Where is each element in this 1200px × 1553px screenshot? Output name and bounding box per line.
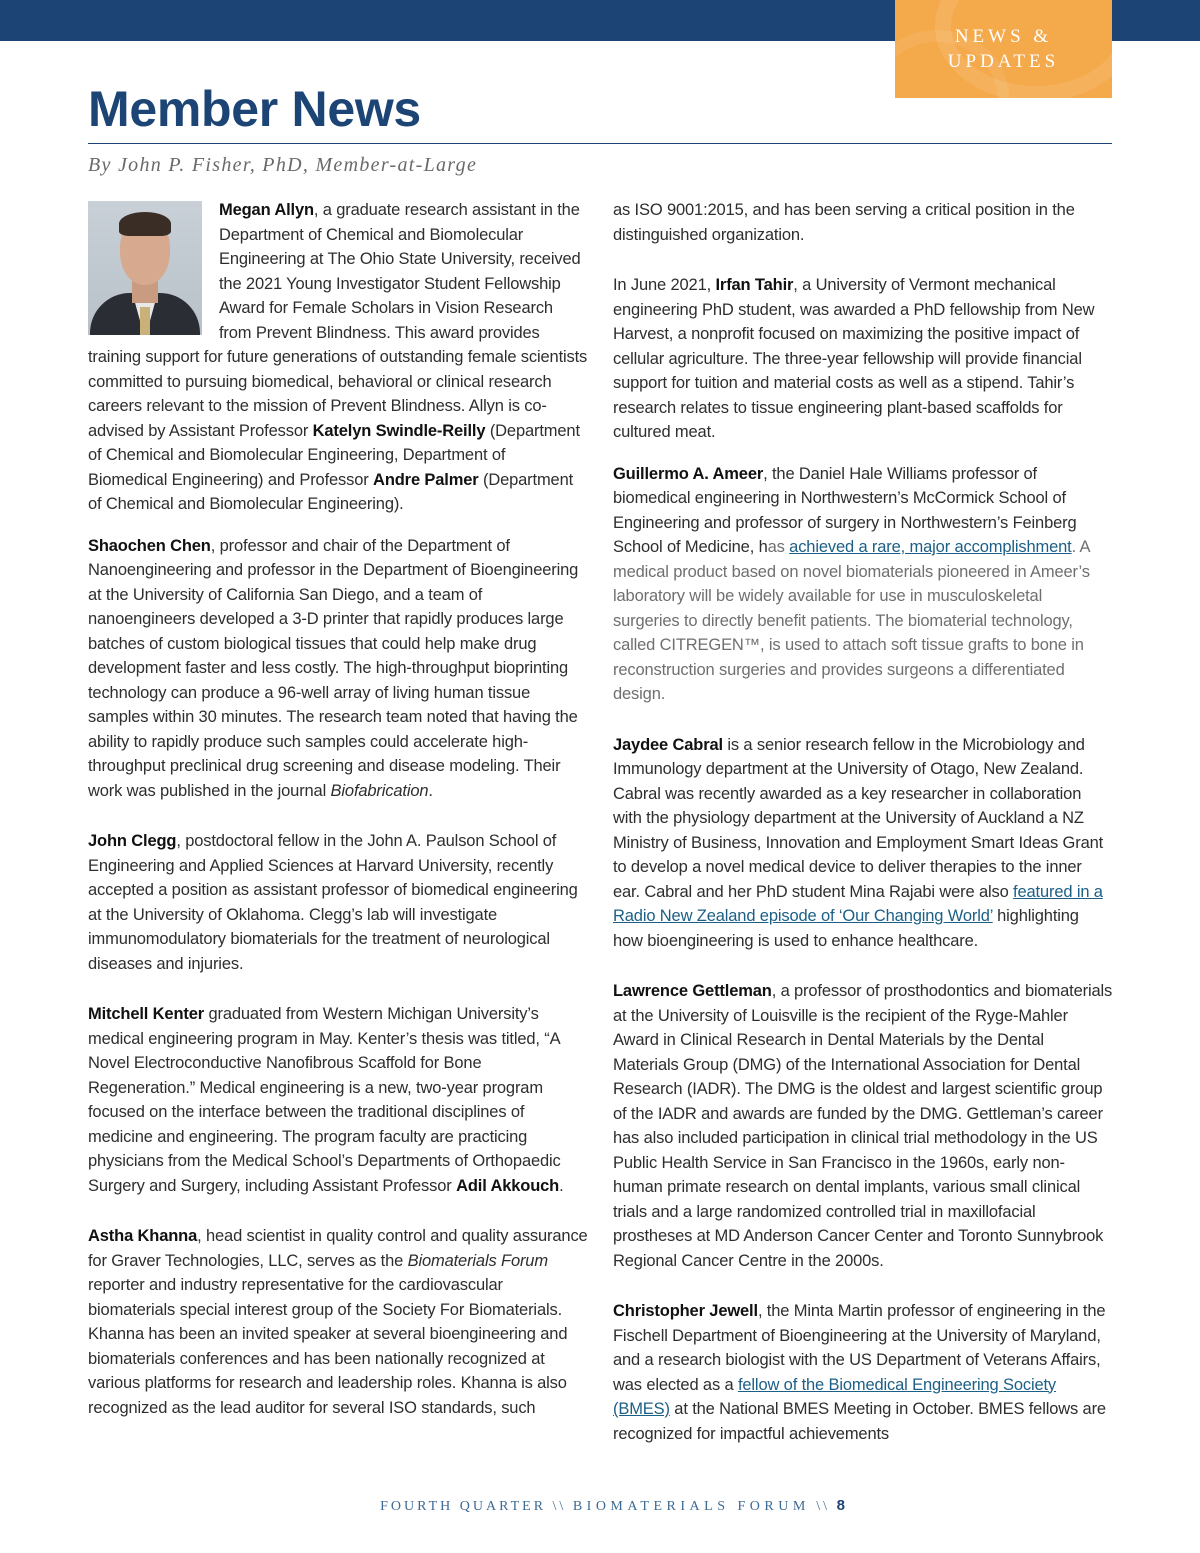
radio-episode-link[interactable]: featured in a Radio New Zealand episode of ‘Our Changing World’ (613, 882, 1103, 925)
right-column (613, 198, 1113, 1446)
article-text: at the National BMES Meeting in October. BMES fellows are recognized for impactful achievements (613, 1400, 1106, 1443)
article-text: reporter and industry representative for the cardiovascular biomaterials special interest group of the Society For Biomaterials. Khanna has been an invited speaker at several bioengineering and biomaterials conferences and has been nationally recognized at various platforms for research and leadership roles. Khanna is also recognized as the lead auditor for several ISO standards, such (88, 1276, 568, 1417)
byline: By John P. Fisher, PhD, Member-at-Large (88, 154, 478, 176)
section-tag-line-1: NEWS & (954, 26, 1053, 47)
article-text: graduated from Western Michigan University’s medical engineering program in May. Kenter’s thesis was titled, “A Novel Electroconductive Nanofibrous Scaffold for Bone Regeneration.” Medical engineering is a new, two-year program focused on the interface between the traditional disciplines of medicine and engineering. The program faculty are practicing physicians from the Medical School’s Departments of Orthopaedic Surgery and Surgery, including Assistant Professor (88, 1005, 561, 1195)
article-text: highlighting how bioengineering is used to enhance healthcare. (613, 907, 1079, 950)
page-number: 8 (836, 1497, 845, 1514)
member-name: Guillermo A. Ameer (613, 464, 764, 483)
article-khanna (88, 1224, 588, 1420)
article-text: . A medical product based on novel biomaterials pioneered in Ameer’s laboratory will be widely available for use in musculoskeletal surgeries to directly benefit patients. The biomaterial technology, called CITREGEN™, is used to attach soft tissue grafts to bone in reconstruction surgeries and provides surgeons a differentiated design. (613, 538, 1090, 703)
member-name: Mitchell Kenter (88, 1005, 205, 1023)
footer-quarter: FOURTH QUARTER \\ (380, 1499, 573, 1514)
footer-separator: \\ (809, 1499, 837, 1514)
member-name: John Clegg (88, 832, 177, 850)
article-text: , postdoctoral fellow in the John A. Paulson School of Engineering and Applied Sciences at Harvard University, recently accepted a position as assistant professor of biomedical engineering at the University of Oklahoma. Clegg’s lab will investigate immunomodulatory biomaterials for the treatment of neurological diseases and injuries. (88, 832, 578, 973)
title-divider (88, 143, 1112, 144)
section-tag-line-2: UPDATES (947, 51, 1060, 72)
member-name: Shaochen Chen (88, 536, 211, 555)
article-jewell (613, 1299, 1113, 1446)
journal-name: Biofabrication (330, 781, 429, 800)
member-name: Christopher Jewell (613, 1302, 758, 1320)
member-name: Irfan Tahir (715, 276, 794, 294)
left-column (88, 198, 588, 1420)
article-text: . (559, 1176, 564, 1195)
member-name: Andre Palmer (373, 470, 479, 489)
article-ameer (613, 462, 1113, 707)
article-cabral (613, 733, 1113, 954)
article-tahir (613, 273, 1113, 445)
page-footer (0, 1497, 1200, 1515)
article-chen (88, 534, 588, 804)
accomplishment-link[interactable]: achieved a rare, major accomplishment (789, 538, 1072, 556)
article-kenter (88, 1002, 588, 1198)
article-clegg (88, 829, 588, 976)
article-text: , a professor of prosthodontics and biomaterials at the University of Louisville is the recipient of the Ryge-Mahler Award in Clinical Research in Dental Materials by the Dental Materials Group (DMG) of the International Association for Dental Research (IADR). The DMG is the oldest and largest scientific group of the IADR and awards are funded by the DMG. Gettleman’s career has also included participation in clinical trial methodology in the US Public Health Service in San Francisco in the 1960s, early non-human primate research on dental implants, various small clinical trials and a large randomized controlled trial in maxillofacial prostheses at MD Anderson Cancer Center and Toronto Sunnybrook Regional Cancer Centre in the 2000s. (613, 982, 1113, 1270)
article-khanna-continued: as ISO 9001:2015, and has been serving a critical position in the distinguished organization. (613, 201, 1075, 244)
article-text: , a University of Vermont mechanical engineering PhD student, was awarded a PhD fellowship from New Harvest, a nonprofit focused on maximizing the positive impact of cellular agriculture. The three-year fellowship will provide financial support for tuition and material costs as well as a stipend. Tahir’s research relates to tissue engineering plant-based scaffolds for cultured meat. (613, 276, 1095, 441)
member-name: Megan Allyn (219, 201, 314, 219)
article-text: (Department of Chemical and Biomolecular Engineering). (88, 470, 574, 513)
article-text: , professor and chair of the Department of Nanoengineering and professor in the Department of Bioengineering at the University of California San Diego, and a team of nanoengineers developed a 3-D printer that rapidly produces large batches of custom biological tissues that could help make drug development faster and less costly. The high-throughput bioprinting technology can produce a 96-well array of living human tissue samples within 30 minutes. The research team noted that having the ability to rapidly produce such samples could accelerate high-throughput preclinical drug screening and disease modeling. Their work was published in the journal (88, 536, 579, 800)
article-text: . (428, 781, 433, 800)
page-title: Member News (88, 81, 421, 137)
member-name: Adil Akkouch (456, 1176, 560, 1195)
member-name: Astha Khanna (88, 1227, 198, 1245)
article-text: , the Minta Martin professor of engineering in the Fischell Department of Bioengineering at the University of Maryland, and a research biologist with the US Department of Veterans Affairs, was elected as a (613, 1302, 1106, 1394)
article-text: , a graduate research assistant in the Department of Chemical and Biomolecular Engineering at The Ohio State University, received the 2021 Young Investigator Student Fellowship Award for Female Scholars in Vision Research from Prevent Blindness. This award provides training support for future generations of outstanding female scientists committed to pursuing biomedical, behavioral or clinical research careers relevant to the mission of Prevent Blindness. Allyn is co-advised by Assistant Professor (88, 201, 588, 440)
article-text: (Department of Chemical and Biomolecular Engineering, Department of Biomedical Engineering) and Professor (88, 421, 580, 489)
article-text: In June 2021, (613, 276, 716, 294)
bmes-fellow-link[interactable]: fellow of the Biomedical Engineering Society (BMES) (613, 1375, 1057, 1418)
section-tag (895, 0, 1112, 98)
publication-name: Biomaterials Forum (407, 1251, 548, 1270)
footer-publication: BIOMATERIALS FORUM (572, 1499, 810, 1514)
article-text: as (767, 538, 790, 556)
article-text: , the Daniel Hale Williams professor of biomedical engineering in Northwestern’s McCormick School of Engineering and professor of surgery in Northwestern’s Feinberg School of Medicine, h (613, 464, 1077, 556)
member-name: Lawrence Gettleman (613, 982, 772, 1000)
member-name: Jaydee Cabral (613, 735, 723, 754)
section-tag-label (895, 24, 1112, 74)
member-name: Katelyn Swindle-Reilly (312, 421, 486, 440)
article-gettleman (613, 979, 1113, 1273)
article-text: , head scientist in quality control and quality assurance for Graver Technologies, LLC, serves as the (88, 1227, 588, 1270)
article-text: is a senior research fellow in the Microbiology and Immunology department at the University of Otago, New Zealand. Cabral was recently awarded as a key researcher in collaboration with the physiology department at the University of Auckland a NZ Ministry of Business, Innovation and Employment Smart Ideas Grant to develop a novel medical device to deliver therapies to the inner ear. Cabral and her PhD student Mina Rajabi were also (613, 735, 1104, 901)
